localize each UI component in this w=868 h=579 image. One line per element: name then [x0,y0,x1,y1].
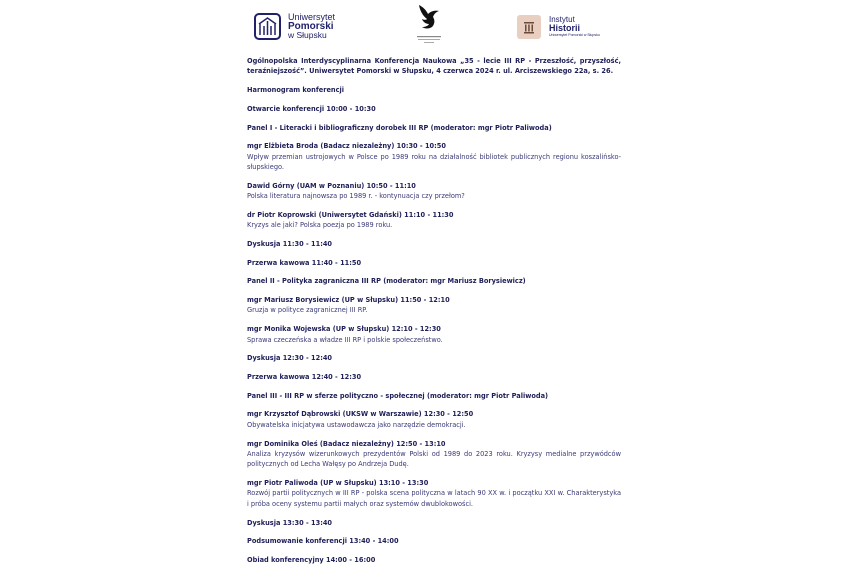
schedule-item-title: mgr Dominika Oleś (Badacz niezależny) 12:50 - 13:10 [247,439,446,448]
schedule-item [247,391,621,401]
document-body [247,56,621,574]
schedule-item-title: mgr Monika Wojewska (UP w Słupsku) 12:10 - 12:30 [247,325,441,334]
schedule-item [247,239,621,249]
schedule-item [247,555,621,565]
schedule-item-description: Obywatelska inicjatywa ustawodawcza jako narzędzie demokracji. [247,420,466,429]
university-name-line2: Pomorski [288,21,334,32]
institute-name-line2: Historii [549,23,581,33]
schedule-item-title: Dawid Górny (UAM w Poznaniu) 10:50 - 11:10 [247,181,416,190]
university-emblem-icon [254,13,281,40]
schedule-item-description: Kryzys ale jaki? Polska poezja po 1989 roku. [247,221,393,230]
schedule-item-title: dr Piotr Koprowski (Uniwersytet Gdański) 11:10 - 11:30 [247,210,454,219]
schedule-item-title: Dyskusja 12:30 - 12:40 [247,354,333,363]
schedule-item-title: Podsumowanie konferencji 13:40 - 14:00 [247,537,399,546]
schedule-item [247,258,621,268]
column-icon [517,15,541,39]
schedule-item-title: Dyskusja 13:30 - 13:40 [247,518,333,527]
schedule-item-title: mgr Piotr Paliwoda (UP w Słupsku) 13:10 - 13:30 [247,479,429,488]
schedule-item [247,372,621,382]
schedule-item-title: mgr Elżbieta Broda (Badacz niezależny) 10:30 - 10:50 [247,142,446,151]
schedule-item [247,123,621,133]
schedule-item [247,518,621,528]
schedule-item-title: mgr Mariusz Borysiewicz (UP w Słupsku) 11:50 - 12:10 [247,296,450,305]
university-name-line1: Uniwersytet [288,12,336,22]
schedule-item [247,104,621,114]
bird-logo-icon [414,3,444,47]
schedule-item-title: mgr Krzysztof Dąbrowski (UKSW w Warszawie) 12:30 - 12:50 [247,410,474,419]
schedule-item-title: Dyskusja 11:30 - 11:40 [247,239,333,248]
schedule-item [247,409,621,430]
conference-intro: Ogólnopolska Interdyscyplinarna Konferencja Naukowa „35 - lecie III RP - Przeszłość, przyszłość, teraźniejszość”. Uniwersytet Pomorski w Słupsku, 4 czerwca 2024 r. ul. Arciszewskiego 22a, s. 26. [247,57,621,76]
schedule-item [247,478,621,509]
schedule-item-title: Panel II - Polityka zagraniczna III RP (moderator: mgr Mariusz Borysiewicz) [247,277,526,286]
schedule-item-description: Wpływ przemian ustrojowych w Polsce po 1989 roku na działalność bibliotek publicznych regionu koszalińsko-słupskiego. [247,152,621,172]
schedule-item [247,276,621,286]
schedule-item [247,141,621,172]
schedule-item [247,353,621,363]
schedule-item [247,181,621,202]
schedule-item [247,439,621,470]
schedule-item-description: Rozwój partii politycznych w III RP - polska scena polityczna w latach 90 XX w. i początku XXI w. Charakterystyka i próba oceny systemu partii małych oraz systemów dwublokowości. [247,489,621,508]
schedule-item-description: Polska literatura najnowsza po 1989 r. - kontynuacja czy przełom? [247,192,465,201]
schedule-title: Harmonogram konferencji [247,86,345,95]
schedule-item-description: Sprawa czeczeńska a władze III RP i polskie społeczeństwo. [247,335,443,344]
schedule-item-description: Analiza kryzysów wizerunkowych prezydentów Polski od 1989 do 2023 roku. Kryzysy medialne przywódców politycznych od Lecha Wałęsy po Andrzeja Dudę. [247,449,621,469]
schedule-item-title: Panel III - III RP w sferze polityczno - społecznej (moderator: mgr Piotr Paliwoda) [247,391,549,400]
schedule-item-title: Obiad konferencyjny 14:00 - 16:00 [247,555,376,564]
schedule-item-title: Przerwa kawowa 12:40 - 12:30 [247,372,362,381]
schedule-item [247,324,621,345]
schedule-item-title: Panel I - Literacki i bibliograficzny dorobek III RP (moderator: mgr Piotr Paliwoda) [247,123,552,132]
university-logo [254,13,335,40]
schedule-item-description: Gruzja w polityce zagranicznej III RP. [247,306,368,315]
schedule-item [247,295,621,316]
institute-name-line3: Uniwersytet Pomorski w Słupsku [549,33,600,37]
institute-name-line1: Instytut [549,15,575,24]
schedule-item-title: Otwarcie konferencji 10:00 - 10:30 [247,104,376,113]
schedule-item [247,536,621,546]
institute-logo [517,15,600,39]
schedule-item [247,210,621,231]
schedule-item-title: Przerwa kawowa 11:40 - 11:50 [247,258,362,267]
university-name-line3: w Słupsku [288,30,327,40]
schedule-list [247,104,621,566]
